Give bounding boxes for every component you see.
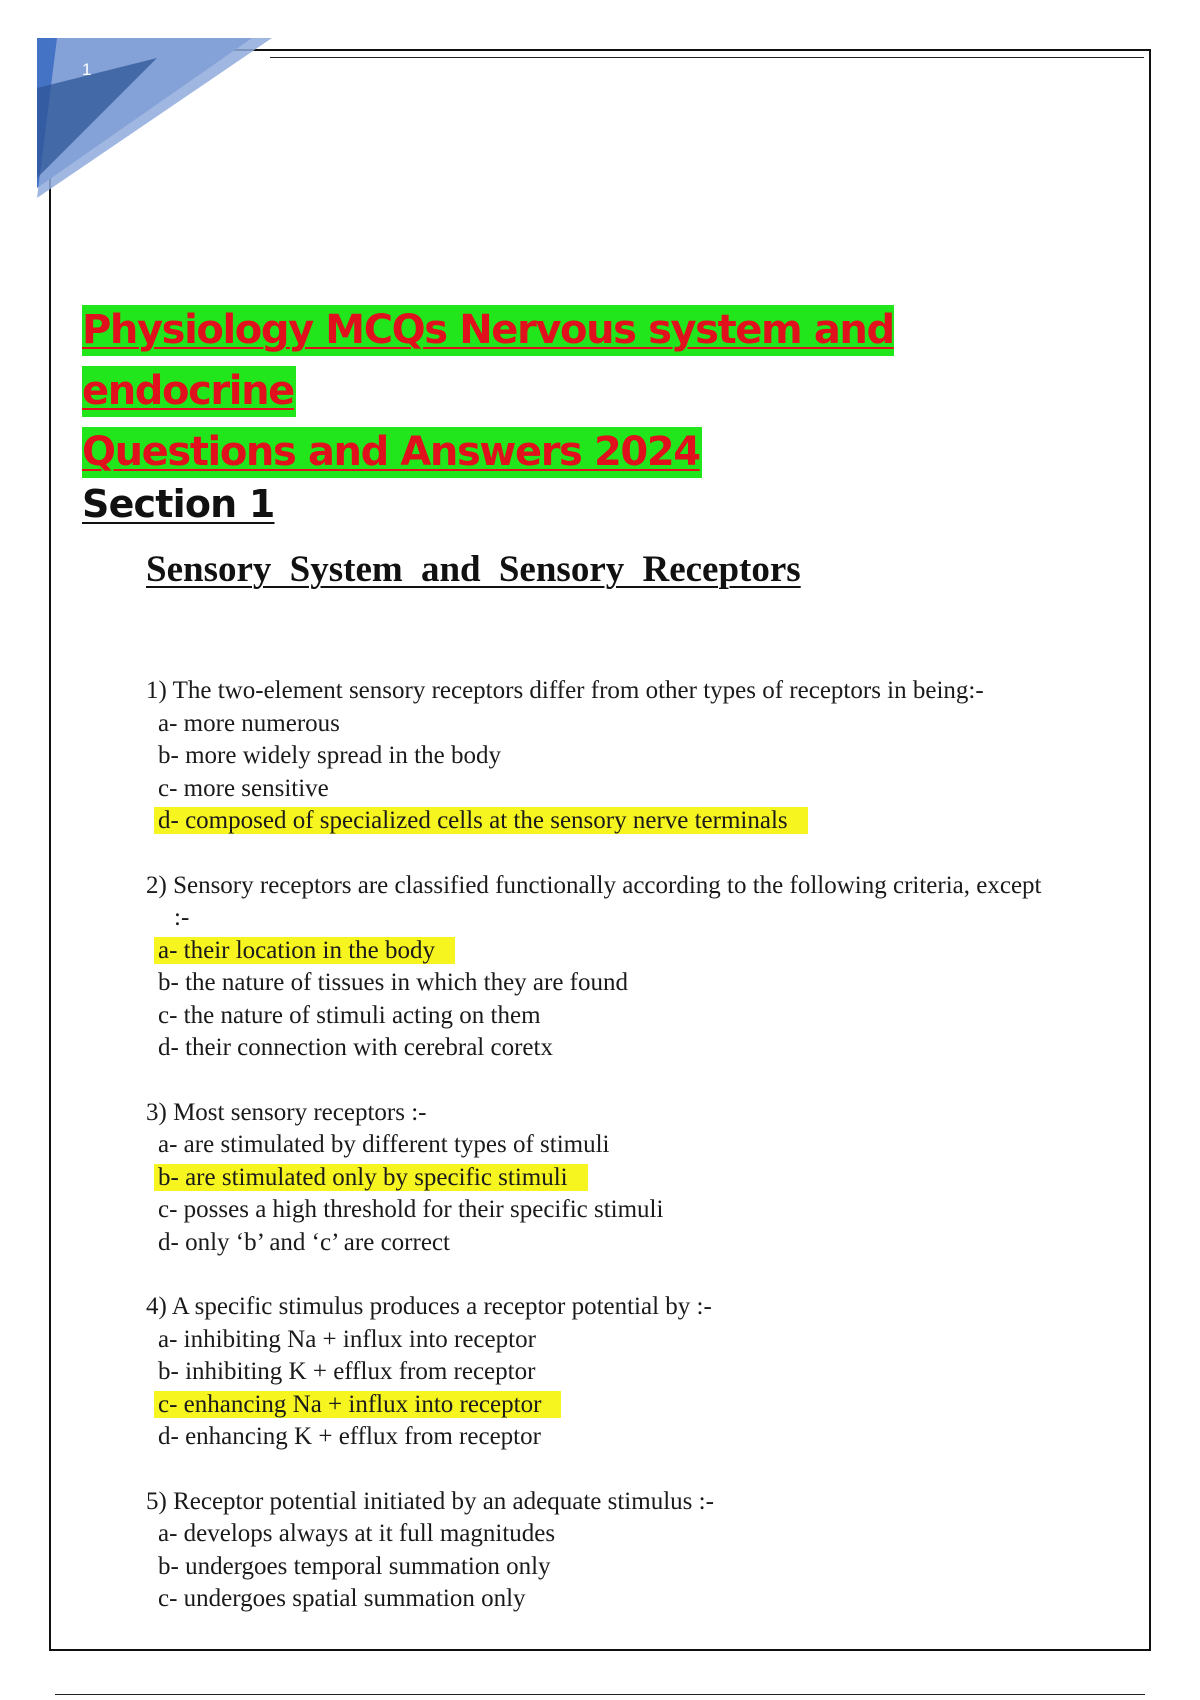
question-5 — [146, 1486, 1046, 1616]
option-a: a- inhibiting Na + influx into receptor — [158, 1325, 536, 1353]
question-stem: 5) Receptor potential initiated by an adequate stimulus :- — [146, 1487, 714, 1515]
title-line-1: Physiology MCQs Nervous system and endocrine — [82, 305, 894, 417]
option-b-answer: b- are stimulated only by specific stimuli — [146, 1162, 1046, 1195]
option-b: b- more widely spread in the body — [158, 742, 501, 769]
option-a: a- more numerous — [158, 709, 340, 737]
header-rule — [270, 57, 1144, 58]
option-c-answer: c- enhancing Na + influx into receptor — [146, 1389, 1046, 1422]
option-a-answer: a- their location in the body — [146, 935, 1046, 968]
section-heading: Section 1 — [82, 482, 275, 526]
option-d-answer: d- composed of specialized cells at the sensory nerve terminals — [146, 805, 1046, 838]
footer-rule — [55, 1694, 1145, 1695]
question-2 — [146, 870, 1046, 1065]
page-number: 1 — [82, 60, 92, 79]
question-3 — [146, 1097, 1046, 1260]
subsection-heading: Sensory System and Sensory Receptors — [146, 549, 801, 590]
question-stem: 1) The two-element sensory receptors differ from other types of receptors in being:- — [146, 677, 984, 704]
option-c: c- undergoes spatial summation only — [158, 1585, 526, 1612]
question-stem: 3) Most sensory receptors :- — [146, 1098, 427, 1126]
option-d: d- their connection with cerebral coretx — [158, 1034, 553, 1061]
question-stem: 2) Sensory receptors are classified functionally according to the following criteria, except :- — [146, 871, 1042, 931]
document-title — [82, 300, 1082, 483]
option-c: c- more sensitive — [158, 774, 329, 802]
option-a: a- are stimulated by different types of stimuli — [158, 1131, 610, 1158]
question-stem: 4) A specific stimulus produces a receptor potential by :- — [146, 1293, 712, 1320]
option-c: c- the nature of stimuli acting on them — [158, 1001, 541, 1029]
option-b: b- inhibiting K + efflux from receptor — [158, 1358, 536, 1385]
option-c: c- posses a high threshold for their specific stimuli — [158, 1196, 664, 1223]
option-d: d- only ‘b’ and ‘c’ are correct — [158, 1228, 450, 1256]
corner-decoration — [37, 38, 272, 203]
option-b: b- undergoes temporal summation only — [158, 1552, 551, 1580]
title-line-2: Questions and Answers 2024 — [82, 427, 702, 478]
question-4 — [146, 1291, 1046, 1454]
question-1 — [146, 675, 1046, 838]
option-b: b- the nature of tissues in which they are found — [158, 969, 629, 996]
option-d: d- enhancing K + efflux from receptor — [158, 1423, 541, 1450]
option-a: a- develops always at it full magnitudes — [158, 1520, 556, 1547]
question-list — [146, 675, 1046, 1648]
